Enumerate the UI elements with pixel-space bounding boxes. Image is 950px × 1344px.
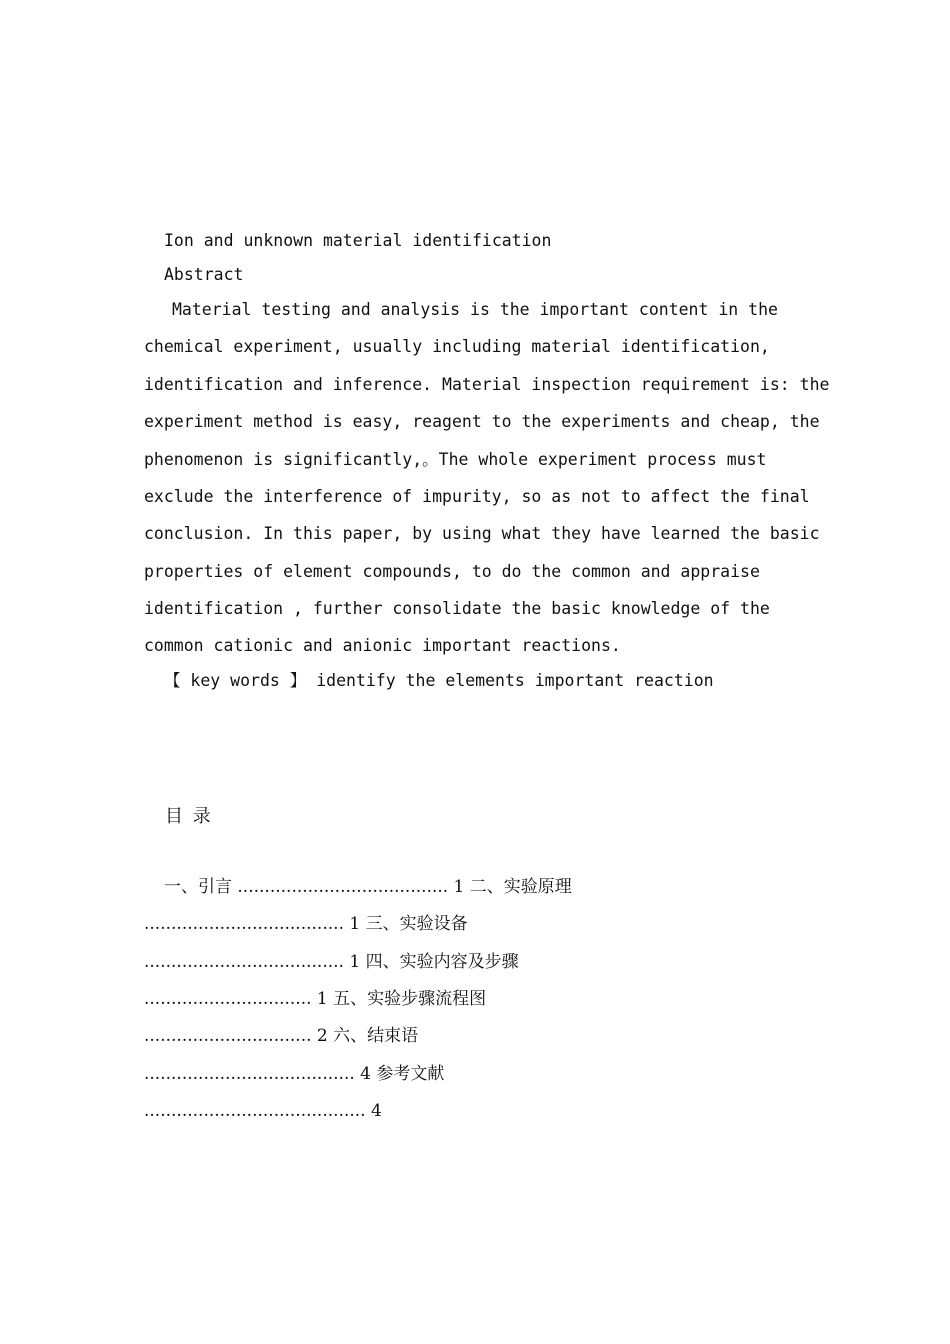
- abstract-line: conclusion. In this paper, by using what they have learned the basic: [144, 524, 820, 543]
- abstract-line: Material testing and analysis is the important content in the: [172, 300, 778, 319]
- toc-line: ..................................... 1 四、实验内容及步骤: [144, 952, 519, 972]
- keywords-line: 【 key words 】 identify the elements important reaction: [164, 671, 714, 690]
- toc-line: ....................................... 4 参考文献: [144, 1064, 445, 1084]
- abstract-line: common cationic and anionic important reactions.: [144, 636, 621, 655]
- abstract-line: phenomenon is significantly,。The whole experiment process must: [144, 450, 767, 469]
- abstract-line: properties of element compounds, to do the common and appraise: [144, 562, 760, 581]
- abstract-heading: Abstract: [164, 265, 244, 284]
- document-title: Ion and unknown material identification: [164, 231, 552, 250]
- toc-line: ......................................... 4: [144, 1101, 382, 1121]
- toc-line: ............................... 2 六、结束语: [144, 1026, 419, 1046]
- abstract-line: identification , further consolidate the basic knowledge of the: [144, 599, 770, 618]
- abstract-line: experiment method is easy, reagent to the experiments and cheap, the: [144, 412, 820, 431]
- abstract-line: identification and inference. Material inspection requirement is: the: [144, 375, 830, 394]
- toc-heading: 目 录: [165, 806, 211, 827]
- abstract-line: exclude the interference of impurity, so as not to affect the final: [144, 487, 810, 506]
- abstract-line: chemical experiment, usually including material identification,: [144, 337, 770, 356]
- toc-line: ............................... 1 五、实验步骤流程图: [144, 989, 487, 1009]
- toc-line: 一、引言 ....................................... 1 二、实验原理: [164, 877, 572, 897]
- toc-line: ..................................... 1 三、实验设备: [144, 914, 468, 934]
